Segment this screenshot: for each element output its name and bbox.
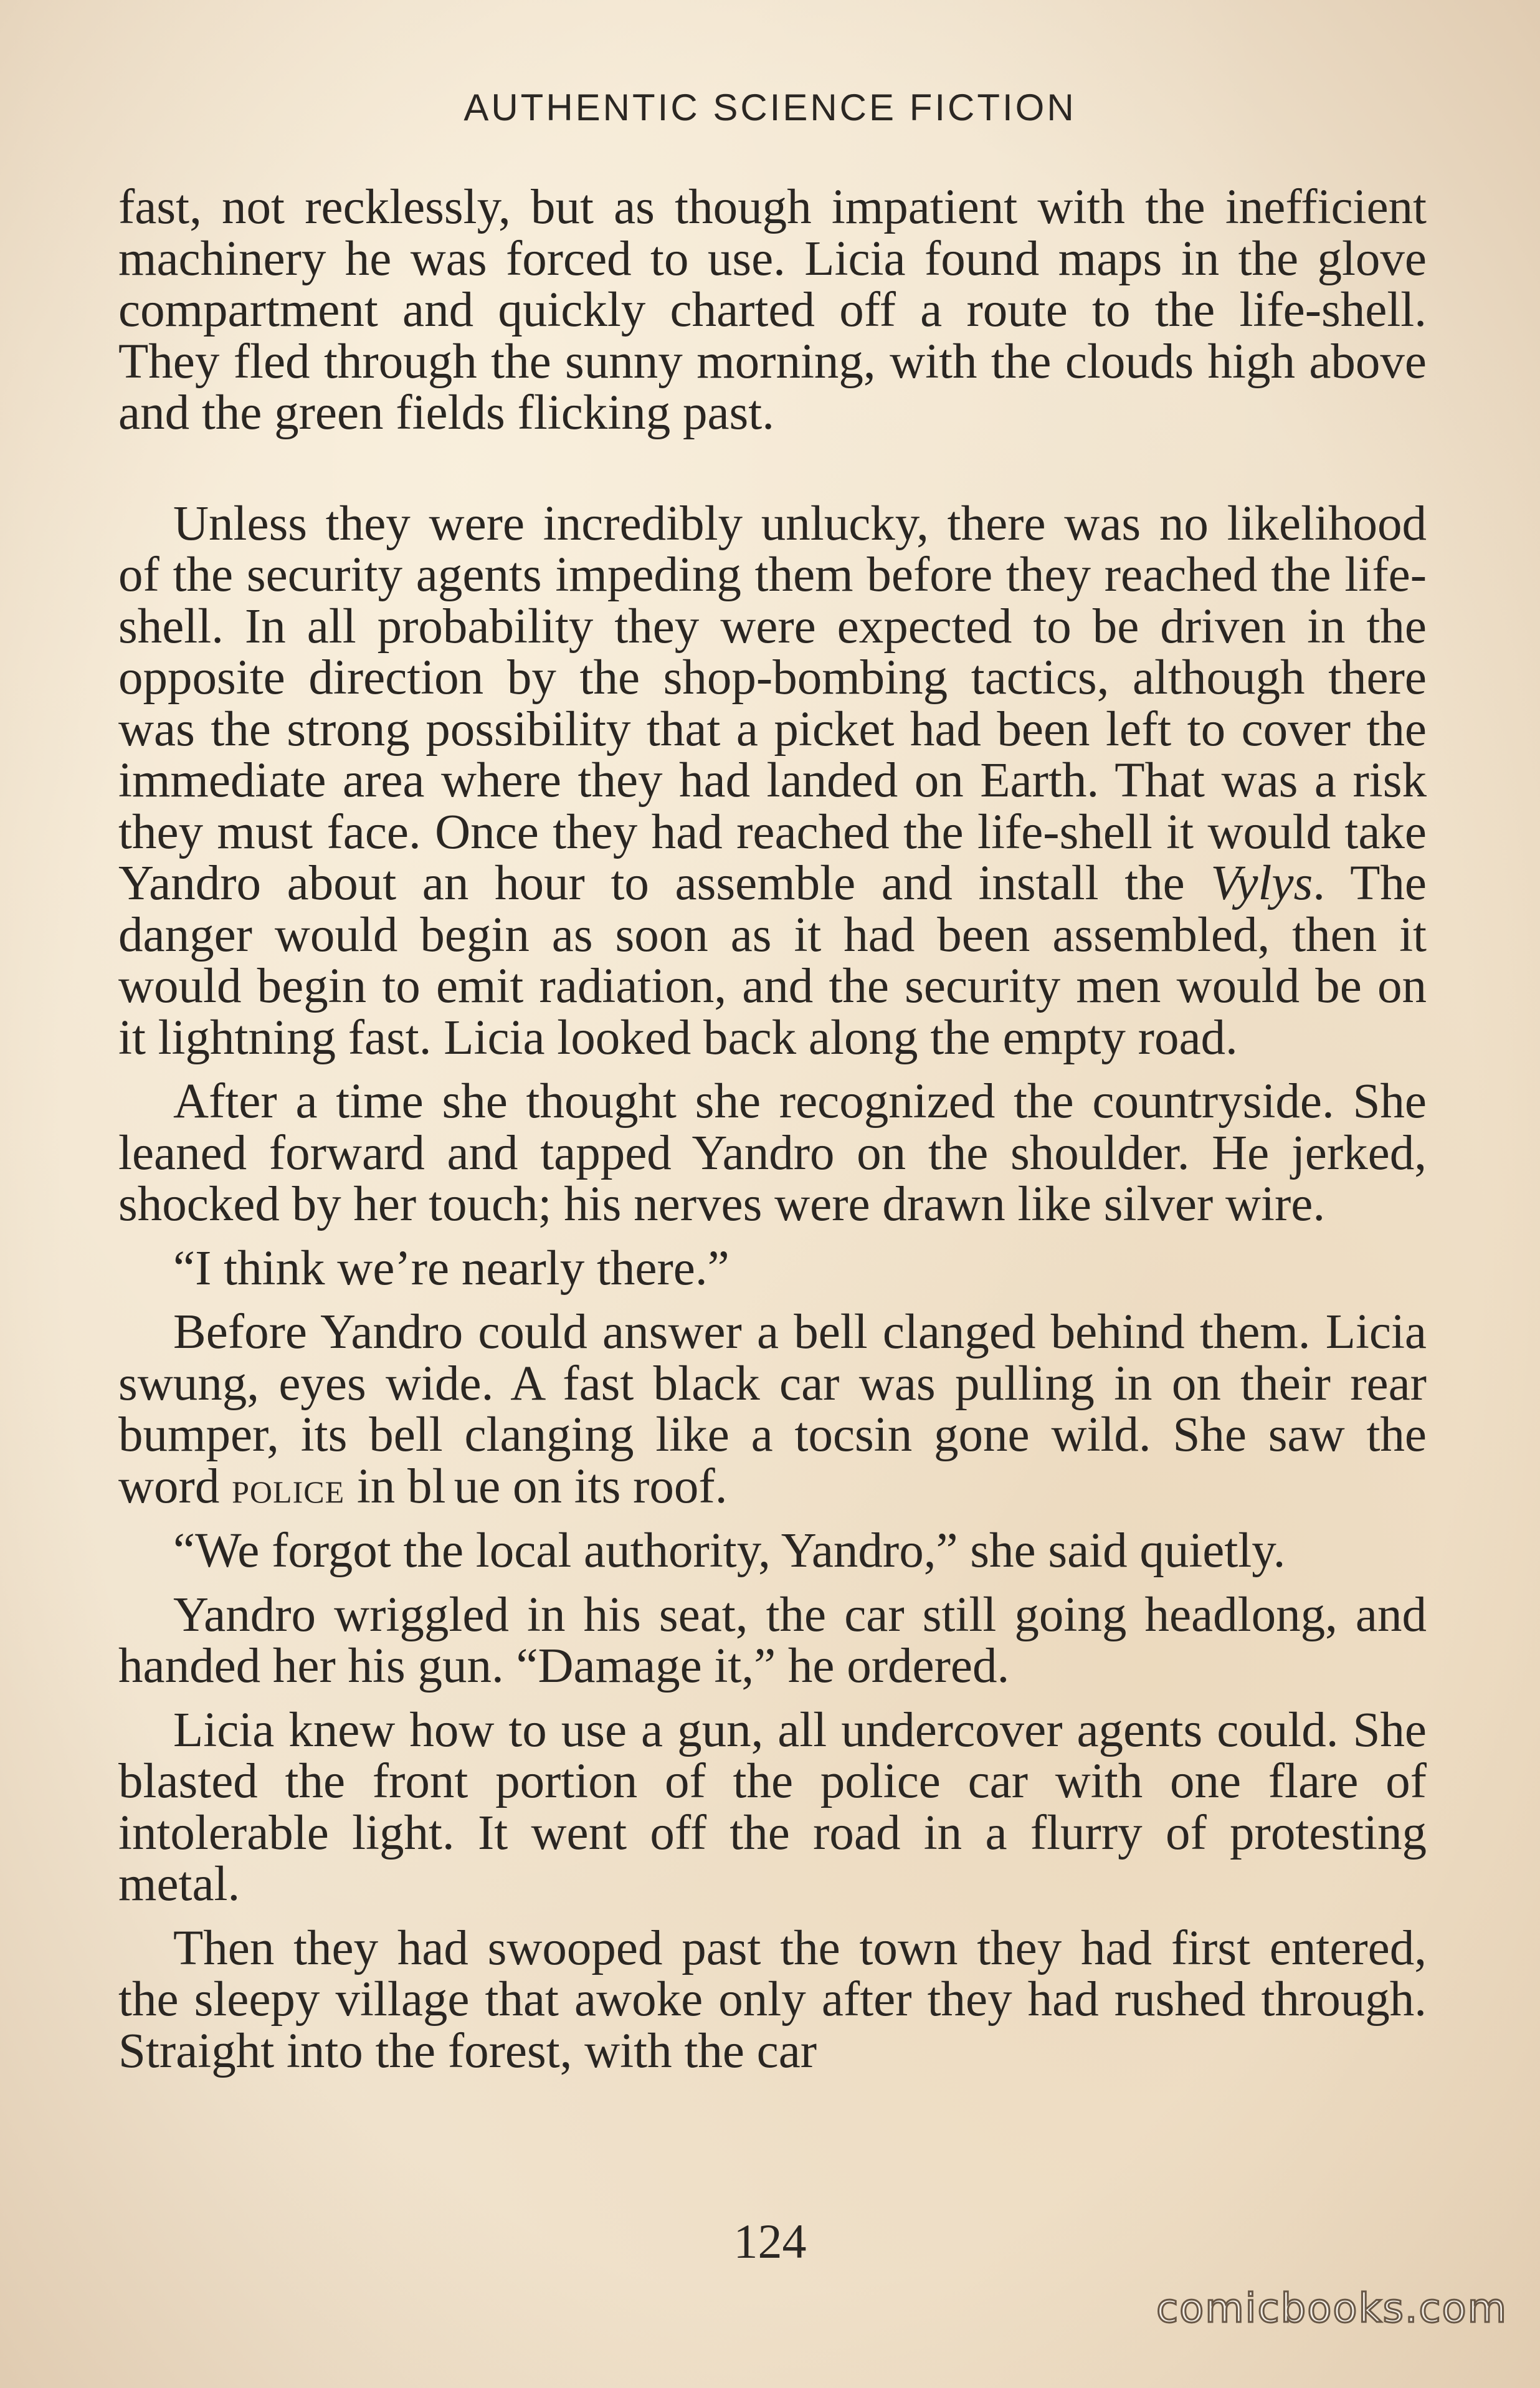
paragraph-7: Yandro wriggled in his seat, the car still going headlong, and handed her his gun. “Damage it,” he ordered. [118,1587,1427,1693]
paragraph-2: Unless they were incredibly unlucky, there was no likelihood of the security agents impeding them before they reached the life-shell. In all probability they were expected to be driven in the opposite direction by the shop-bombing tactics, although there was the strong possibility that a picket had been left to cover the immediate area where they had landed on Earth. That was a risk they must face. Once they had reached the life-shell it would take Yandro about an hour to assemble and install the Vylys. The danger would begin as soon as it had been assembled, then it would begin to emit radiation, and the security men would be on it lightning fast. Licia looked back along the empty road. [118,496,1427,1065]
paragraph-4: “I think we’re nearly there.” [173,1241,730,1296]
watermark-logo: comicbooks.com [1156,2286,1508,2332]
paragraph-1: fast, not recklessly, but as though impatient with the inefficient machinery he was forced to use. Licia found maps in the glove compartment and quickly charted off a route to the life-shell. They fled through the sunny morning, with the clouds high above and the green fields flicking past. [118,180,1427,440]
paragraph-5: Before Yandro could answer a bell clanged behind them. Licia swung, eyes wide. A fast black car was pulling in on their rear bumper, its bell clanging like a tocsin gone wild. She saw the word police in bl ue on its roof. [118,1305,1427,1514]
running-head: AUTHENTIC SCIENCE FICTION [463,87,1077,128]
body-text [118,182,1427,2090]
paragraph-8: Licia knew how to use a gun, all undercover agents could. She blasted the front portion of the police car with one flare of intolerable light. It went off the road in a flurry of protesting metal. [118,1703,1427,1911]
page-number: 124 [733,2214,807,2268]
police-smallcaps: police [232,1462,345,1512]
paragraph-9: Then they had swooped past the town they had first entered, the sleepy village that awoke only after they had rushed through. Straight into the forest, with the car [118,1921,1427,2078]
vylys-italic: Vylys [1210,856,1313,910]
paragraph-3: After a time she thought she recognized the countryside. She leaned forward and tapped Yandro on the shoulder. He jerked, shocked by her touch; his nerves were drawn like silver wire. [118,1074,1427,1231]
paragraph-6: “We forgot the local authority, Yandro,” she said quietly. [173,1524,1286,1578]
